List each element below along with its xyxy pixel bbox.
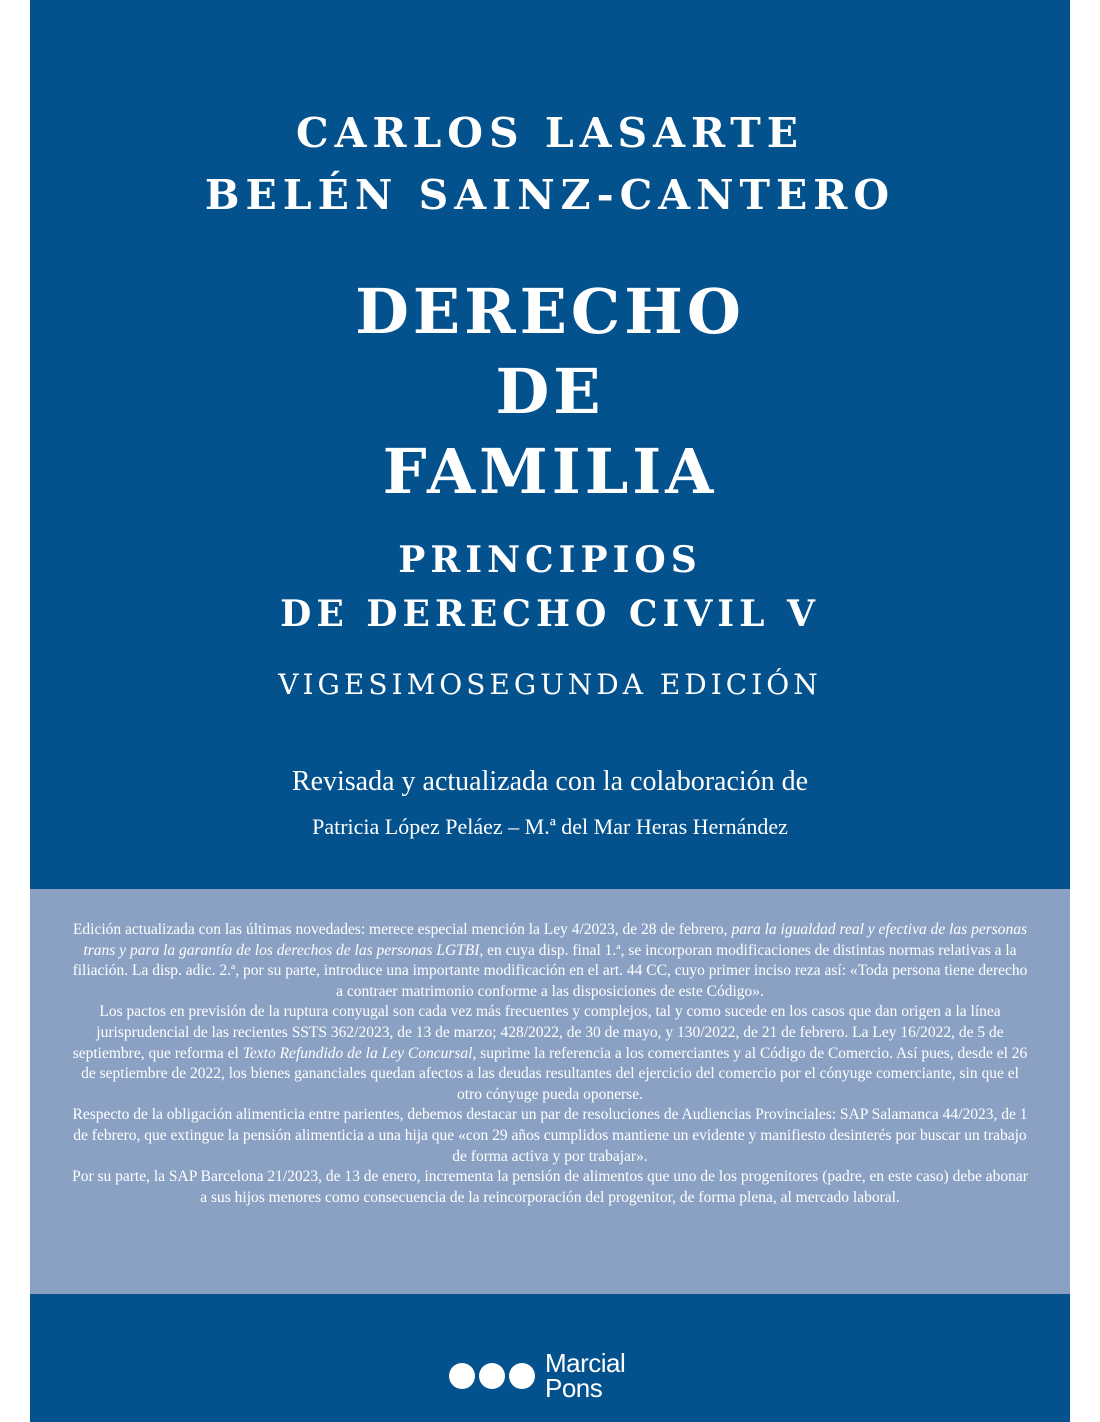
blurb-text: Edición actualizada con las últimas novedades: merece especial mención la Ley 4/2023, de 28 de febrero, (72, 921, 732, 938)
blurb-italic-text: para la igualdad real y efectiva de las personas trans y para la garantía de los derechos de las personas LGTBI, (83, 921, 1028, 959)
publisher-logo (449, 1348, 625, 1404)
subtitle-line: PRINCIPIOS (398, 539, 702, 581)
blurb-paragraph: Por su parte, la SAP Barcelona 21/2023, de 13 de enero, incrementa la pensión de alimentos que uno de los progenitores (padre, en este caso) debe abonar a sus hijos menores como consecuencia de la reincorporación del progenitor, de forma plena, al mercado laboral. (72, 1168, 1028, 1206)
book-title (30, 272, 1070, 512)
logo-dot (449, 1363, 475, 1389)
author-name: BELÉN SAINZ-CANTERO (204, 171, 896, 219)
title-line: DERECHO (355, 275, 745, 348)
publisher-logo-icon (449, 1363, 535, 1389)
blurb-text: suprime la referencia a los comerciantes y al Código de Comercio. Así pues, desde el 26 de septiembre de 2022, los bienes gananciales quedan afectos a las deudas resultantes del ejercicio del comercio por el cónyuge comerciante, sin que el otro cónyuge pueda oponerse. (81, 1044, 1028, 1103)
revision-note: Revisada y actualizada con la colaboración de (291, 766, 809, 797)
logo-dot (479, 1363, 505, 1389)
author-name: CARLOS LASARTE (295, 109, 805, 157)
blurb-paragraph (70, 920, 1030, 1002)
blurb-italic-text: Texto Refundido de la Ley Concursal, (242, 1044, 477, 1062)
publisher-name-line: Marcial (545, 1348, 626, 1378)
blurb-paragraph (70, 1002, 1030, 1105)
publisher-name (545, 1348, 626, 1403)
authors (30, 102, 1070, 226)
blurb-text: Los pactos en previsión de la ruptura conyugal son cada vez más frecuentes y complejos, tal y como sucede en los casos que dan origen a la línea jurisprudencial de las recientes SSTS 362/2023, de 13 de marzo; 428/2022, de 30 de mayo, y 130/2022, de 21 de febrero. La Ley 16/2022, de 5 de septiembre, que reforma el (72, 1003, 1004, 1062)
collaborators: Patricia López Peláez – M.ª del Mar Heras Hernández (312, 814, 788, 839)
edition-label: VIGESIMOSEGUNDA EDICIÓN (278, 668, 822, 701)
book-subtitle (30, 533, 1070, 641)
book-cover (30, 0, 1070, 1422)
title-line: FAMILIA (382, 435, 718, 508)
publisher-name-line: Pons (545, 1373, 603, 1403)
subtitle-line: DE DERECHO CIVIL V (280, 593, 820, 635)
title-line: DE (495, 355, 605, 428)
description-band (30, 889, 1070, 1294)
blurb-paragraph: Respecto de la obligación alimenticia entre parientes, debemos destacar un par de resoluciones de Audiencias Provinciales: SAP Salamanca 44/2023, de 1 de febrero, que extingue la pensión alimenticia a una hija que «con 29 años cumplidos mantiene un evidente y manifiesto desinterés por buscar un trabajo de forma activa y por trabajar». (72, 1106, 1028, 1165)
logo-dot (509, 1363, 535, 1389)
blurb-text: en cuya disp. final 1.ª, se incorporan modificaciones de distintas normas relativas a la filiación. La disp. adic. 2.ª, por su parte, introduce una importante modificación en el art. 44 CC, cuyo primer inciso reza así: «Toda persona tiene derecho a contraer matrimonio conforme a las disposiciones de este Código». (72, 941, 1028, 1000)
